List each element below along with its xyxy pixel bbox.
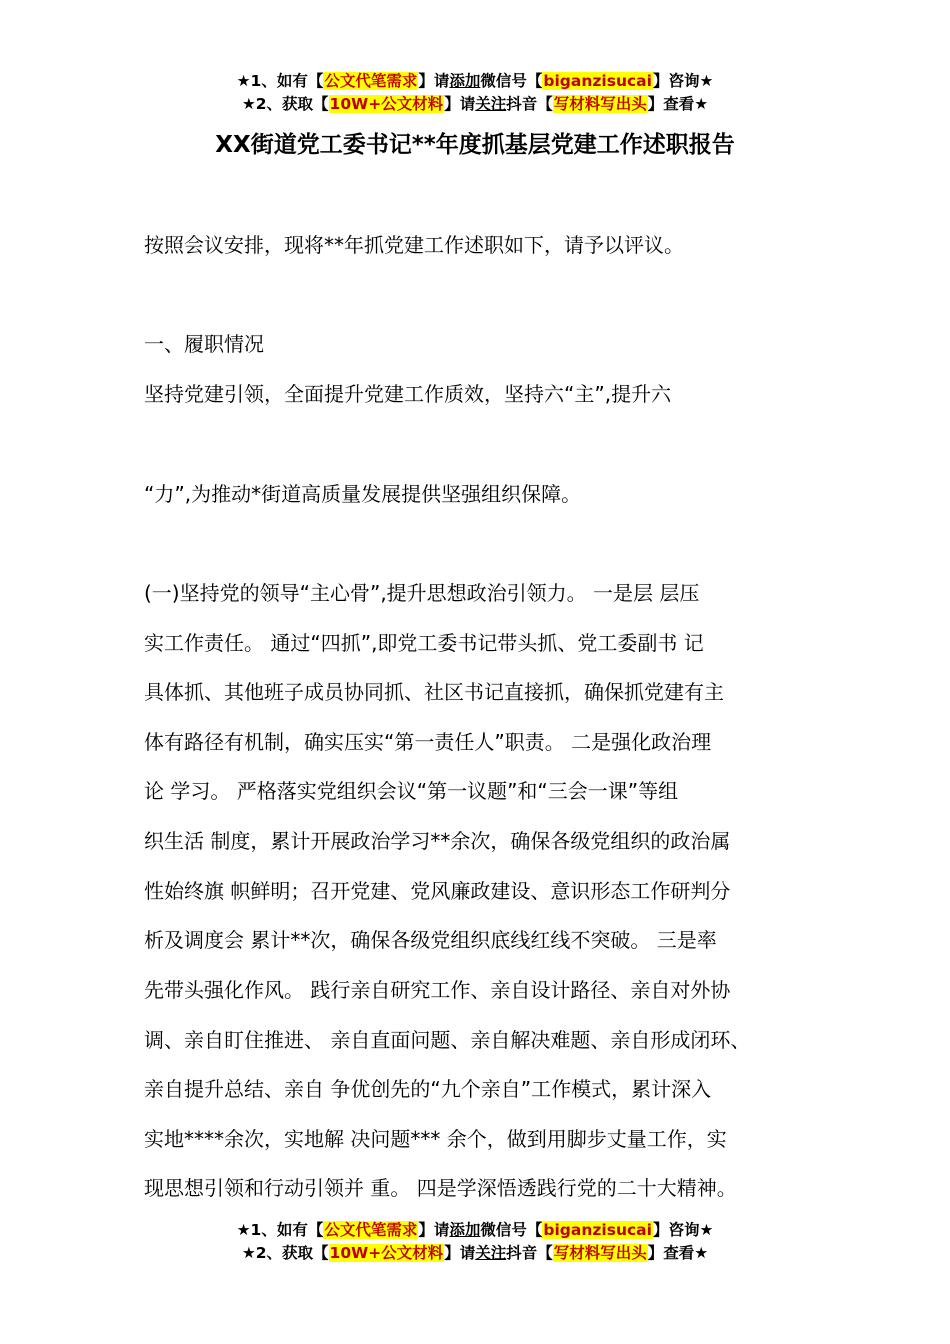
body-line: 具体抓、其他班子成员协同抓、社区书记直接抓，确保抓党建有主: [144, 680, 724, 704]
body-line: 织生活 制度，累计开展政治学习**余次，确保各级党组织的政治属: [144, 829, 731, 853]
promo-line-2: [0, 1242, 950, 1265]
body-line: 调、亲自盯住推进、 亲自直面问题、亲自解决难题、亲自形成闭环、: [144, 1028, 751, 1052]
promo-underline: 关注: [475, 95, 507, 113]
body-line: 实地****余次，实地解 决问题*** 余个，做到用脚步丈量工作，实: [144, 1127, 727, 1151]
body-line: (一)坚持党的领导“主心骨”,提升思想政治引领力。 一是层 层压: [144, 581, 700, 605]
promo-banner-bottom: [0, 1219, 950, 1265]
body-line: “力”,为推动*街道高质量发展提供坚强组织保障。: [144, 482, 582, 506]
body-line: 论 学习。 严格落实党组织会议“第一议题”和“三会一课”等组: [144, 779, 679, 803]
promo-text: 】请: [418, 72, 450, 90]
promo-highlight: 10W+公文材料: [329, 95, 444, 113]
body-line: 现思想引领和行动引领并 重。 四是学深悟透践行党的二十大精神。: [144, 1176, 737, 1200]
section-heading: 一、履职情况: [144, 332, 264, 356]
promo-underline: 添加: [449, 72, 481, 90]
promo-highlight: 公文代笔需求: [324, 1221, 418, 1239]
promo-text: 】咨询★: [652, 1221, 714, 1239]
body-line: 亲自提升总结、亲自 争优创先的“九个亲自”工作模式，累计深入: [144, 1077, 712, 1101]
promo-highlight: 公文代笔需求: [324, 72, 418, 90]
promo-text: 】查看★: [647, 1244, 709, 1262]
promo-text: 】请: [444, 95, 476, 113]
promo-text: ★2、获取【: [241, 1244, 329, 1262]
promo-text: ★2、获取【: [241, 95, 329, 113]
body-line: 先带头强化作风。 践行亲自研究工作、亲自设计路径、亲自对外协: [144, 978, 731, 1002]
promo-text: 抖音【: [506, 95, 553, 113]
promo-text: ★1、如有【: [236, 72, 324, 90]
promo-highlight: 10W+公文材料: [329, 1244, 444, 1262]
promo-highlight: biganzisucai: [543, 1221, 652, 1239]
promo-text: 】咨询★: [652, 72, 714, 90]
promo-banner-top: [0, 70, 950, 116]
body-line: 实工作责任。 通过“四抓”,即党工委书记带头抓、党工委副书 记: [144, 631, 704, 655]
document-title: XX街道党工委书记**年度抓基层党建工作述职报告: [215, 132, 735, 158]
body-line: 体有路径有机制，确实压实“第一责任人”职责。 二是强化政治理: [144, 730, 712, 754]
promo-underline: 添加: [449, 1221, 481, 1239]
promo-text: 】请: [418, 1221, 450, 1239]
promo-text: 】请: [444, 1244, 476, 1262]
promo-text: ★1、如有【: [236, 1221, 324, 1239]
promo-text: 微信号【: [480, 72, 543, 90]
promo-line-1: [0, 1219, 950, 1242]
promo-text: 微信号【: [480, 1221, 543, 1239]
body-line: 坚持党建引领，全面提升党建工作质效，坚持六“主”,提升六: [144, 382, 672, 406]
promo-highlight: 写材料写出头: [553, 95, 647, 113]
promo-line-2: [0, 93, 950, 116]
body-line: 性始终旗 帜鲜明；召开党建、党风廉政建设、意识形态工作研判分: [144, 879, 731, 903]
promo-text: 】查看★: [647, 95, 709, 113]
body-line: 析及调度会 累计**次，确保各级党组织底线红线不突破。 三是率: [144, 928, 717, 952]
promo-highlight: biganzisucai: [543, 72, 652, 90]
promo-line-1: [0, 70, 950, 93]
promo-underline: 关注: [475, 1244, 507, 1262]
promo-highlight: 写材料写出头: [553, 1244, 647, 1262]
promo-text: 抖音【: [506, 1244, 553, 1262]
intro-paragraph: 按照会议安排，现将**年抓党建工作述职如下，请予以评议。: [144, 233, 684, 257]
